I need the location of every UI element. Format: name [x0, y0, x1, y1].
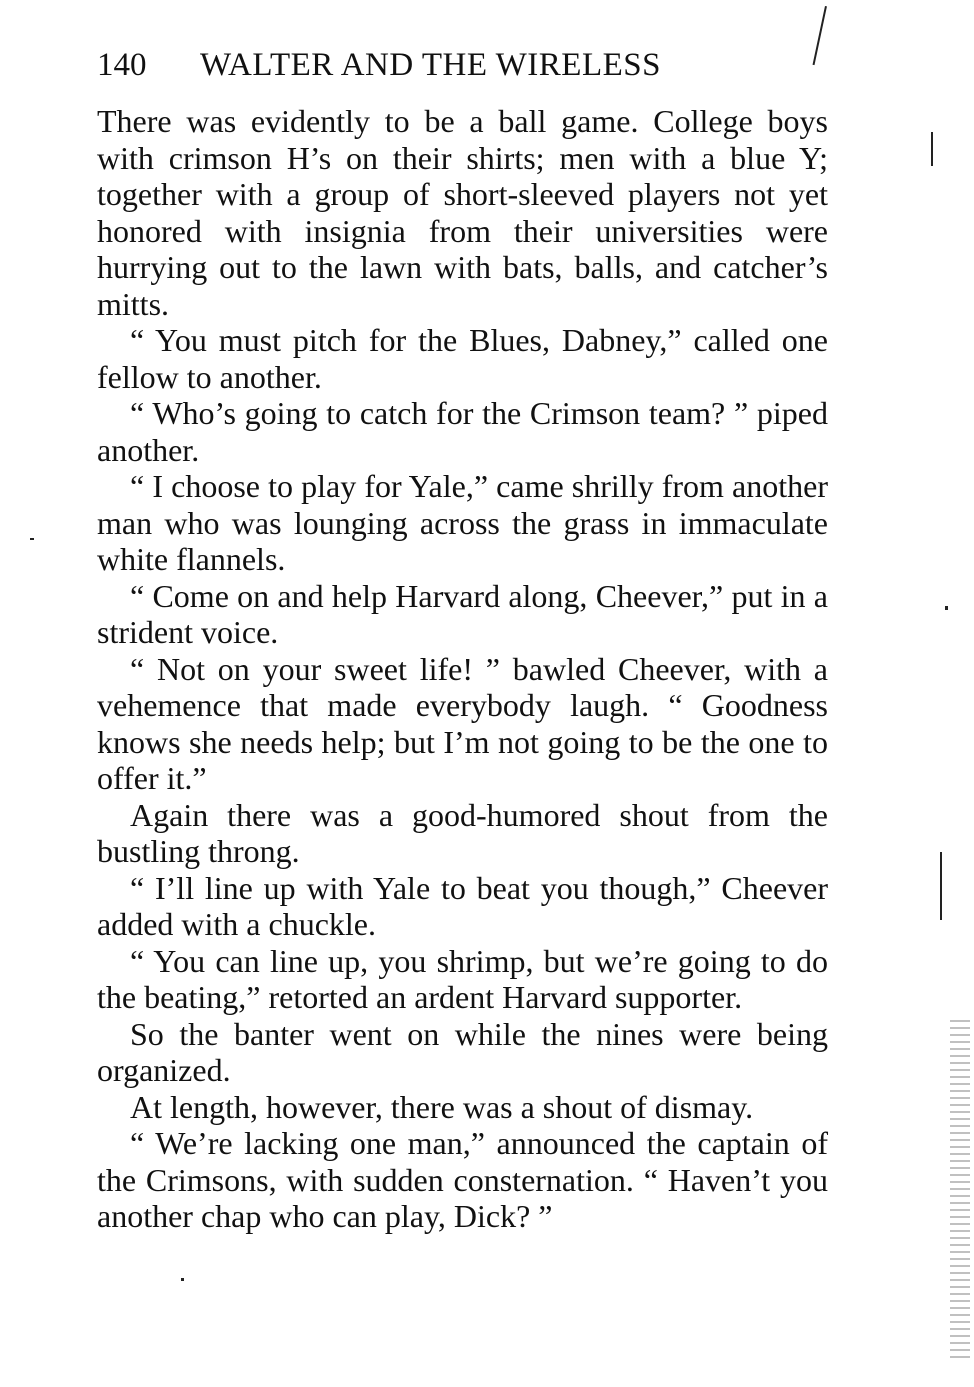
paragraph: “ You must pitch for the Blues, Dabney,” called one fellow to another. — [97, 322, 828, 395]
paragraph: “ Not on your sweet life! ” bawled Cheever, with a vehemence that made everybody laugh. “ Goodness knows she needs help; but I’m not going to be the one to offer it.” — [97, 650, 828, 796]
scan-speck — [181, 1278, 184, 1281]
scan-speck — [945, 606, 948, 610]
scan-margin-mark — [931, 132, 933, 166]
scan-speck — [30, 538, 34, 540]
paragraph: There was evidently to be a ball game. College boys with crimson H’s on their shirts; men with a blue Y; together with a group of short-sleeved players not yet honored with insignia from their universities were hurrying out to the lawn with bats, balls, and catcher’s mitts. — [97, 103, 828, 322]
paragraph: Again there was a good-humored shout from the bustling throng. — [97, 796, 828, 869]
page-number: 140 — [97, 47, 147, 83]
paragraph: “ I’ll line up with Yale to beat you though,” Cheever added with a chuckle. — [97, 869, 828, 942]
scan-margin-mark — [940, 852, 942, 920]
scan-edge-noise — [950, 1020, 970, 1360]
page-header — [97, 40, 827, 90]
paragraph: “ Who’s going to catch for the Crimson team? ” piped another. — [97, 395, 828, 468]
paragraph: At length, however, there was a shout of dismay. — [130, 1088, 754, 1125]
paragraph: “ Come on and help Harvard along, Cheever,” put in a strident voice. — [97, 577, 828, 650]
body-text — [97, 103, 828, 1235]
paragraph: “ We’re lacking one man,” announced the captain of the Crimsons, with sudden consternation. “ Haven’t you another chap who can play, Dick? ” — [97, 1125, 828, 1234]
paragraph: “ I choose to play for Yale,” came shrilly from another man who was lounging across the grass in immaculate white flannels. — [97, 468, 828, 577]
running-title: WALTER AND THE WIRELESS — [200, 47, 661, 83]
paragraph: “ You can line up, you shrimp, but we’re going to do the beating,” retorted an ardent Harvard supporter. — [97, 942, 828, 1015]
paragraph: So the banter went on while the nines were being organized. — [97, 1015, 828, 1088]
